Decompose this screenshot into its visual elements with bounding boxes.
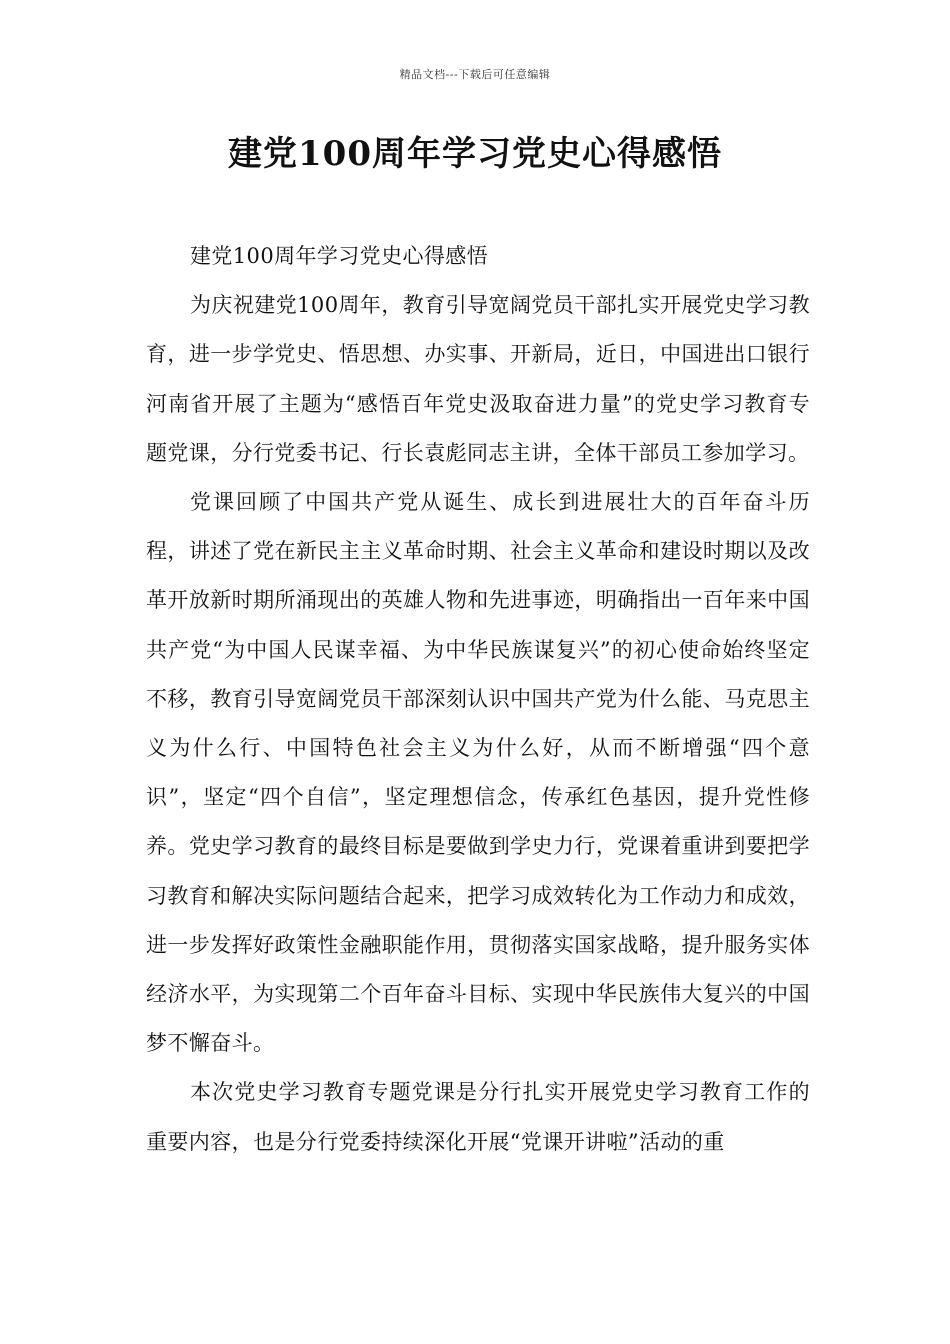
paragraph-intro: 为庆祝建党100周年，教育引导宽阔党员干部扎实开展党史学习教育，进一步学党史、悟思想、办实事、开新局，近日，中国进出口银行河南省开展了主题为“感悟百年党史汲取奋进力量”的党史学习教育专题党课，分行党委书记、行长袁彪同志主讲，全体干部员工参加学习。 <box>146 293 810 465</box>
paragraph-significance: 本次党史学习教育专题党课是分行扎实开展党史学习教育工作的重要内容，也是分行党委持续深化开展“党课开讲啦”活动的重 <box>146 1080 810 1154</box>
paragraph-lecture-review: 党课回顾了中国共产党从诞生、成长到进展壮大的百年奋斗历程，讲述了党在新民主主义革命时期、社会主义革命和建设时期以及改革开放新时期所涌现出的英雄人物和先进事迹，明确指出一百年来中国共产党“为中国人民谋幸福、为中华民族谋复兴”的初心使命始终坚定不移，教育引导宽阔党员干部深刻认识中国共产党为什么能、马克思主义为什么行、中国特色社会主义为什么好，从而不断增强“四个意识”，坚定“四个自信”，坚定理想信念，传承红色基因，提升党性修养。党史学习教育的最终目标是要做到学史力行，党课着重讲到要把学习教育和解决实际问题结合起来，把学习成效转化为工作动力和成效，进一步发挥好政策性金融职能作用，贯彻落实国家战略，提升服务实体经济水平，为实现第二个百年奋斗目标、实现中华民族伟大复兴的中国梦不懈奋斗。 <box>146 490 810 1056</box>
paragraph-subtitle: 建党100周年学习党史心得感悟 <box>190 244 489 268</box>
document-body <box>146 232 810 1167</box>
document-title: 建党100周年学习党史心得感悟 <box>228 134 722 174</box>
header-note: 精品文档---下载后可任意编辑 <box>399 68 551 81</box>
